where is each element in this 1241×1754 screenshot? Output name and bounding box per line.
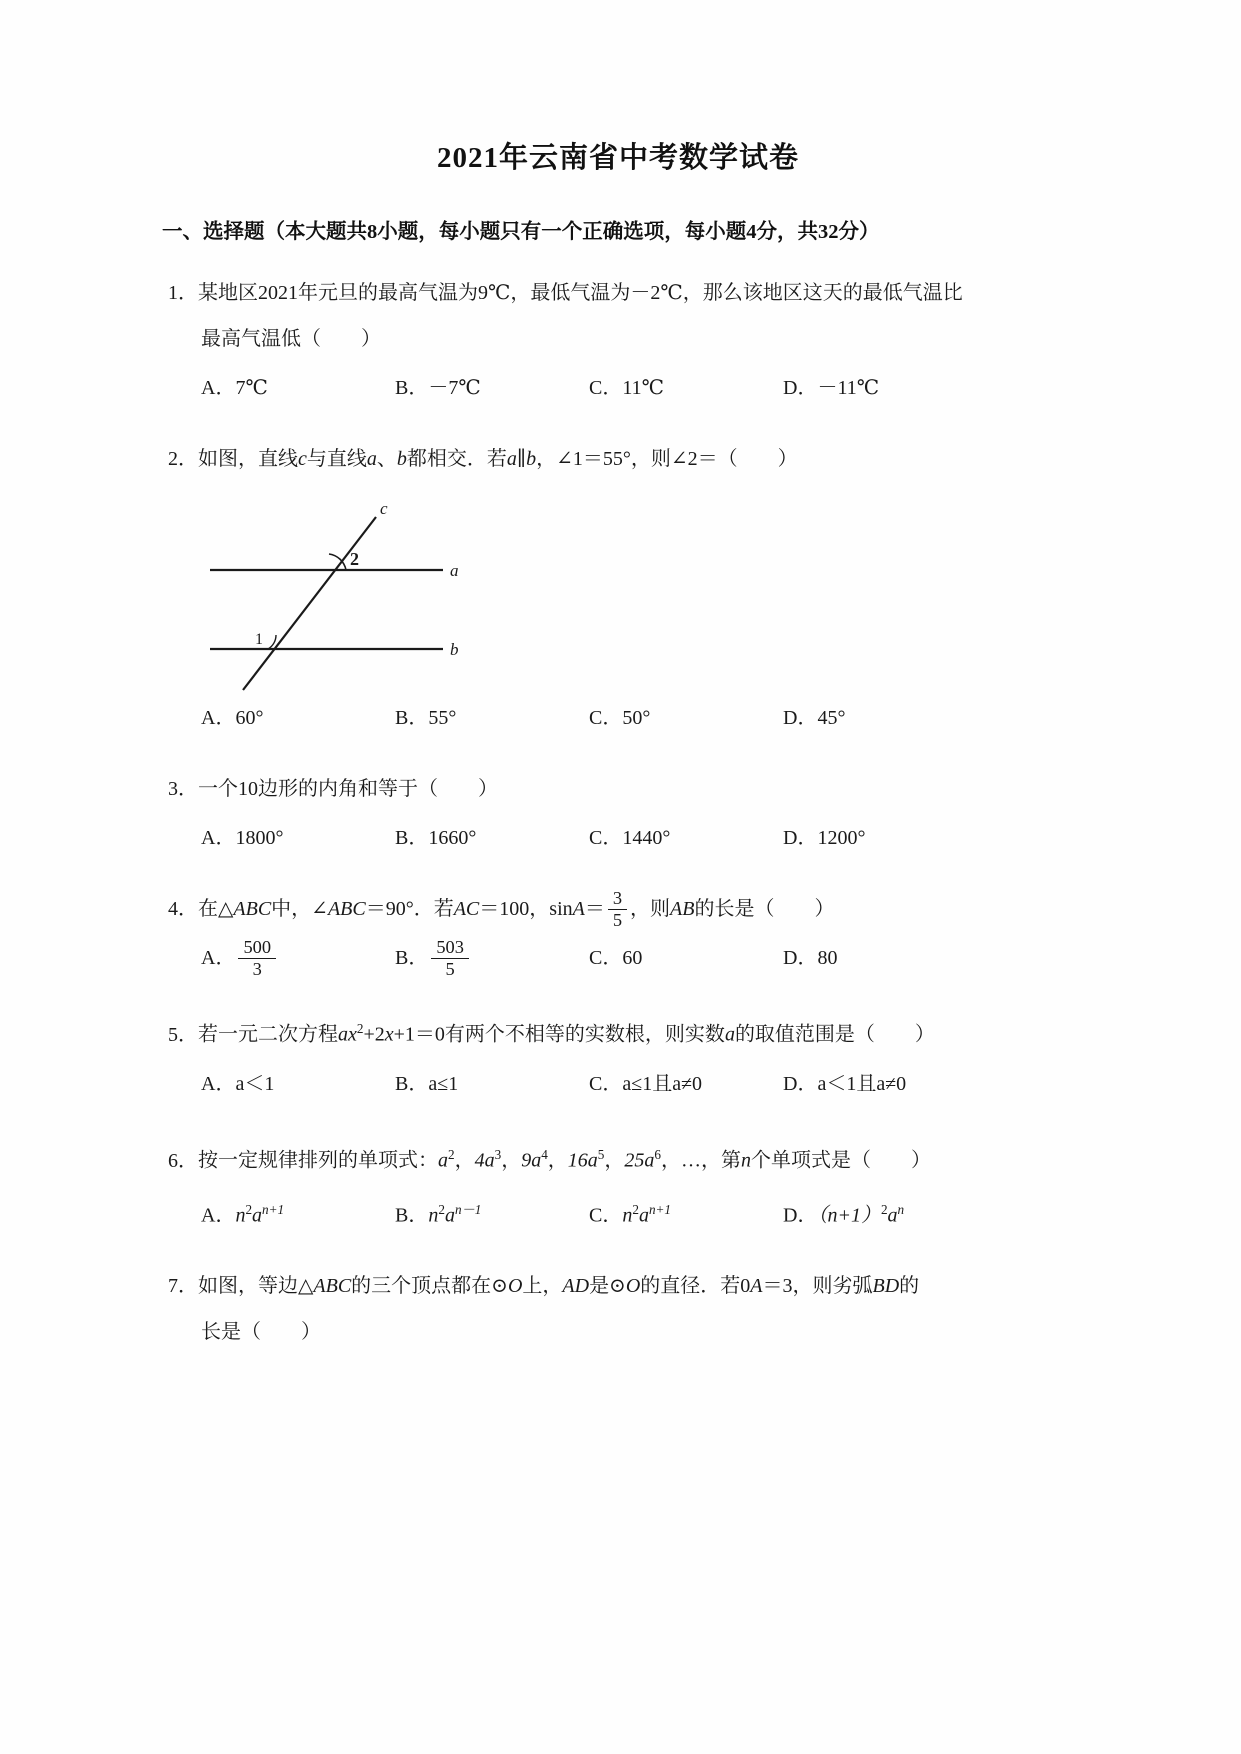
label-c: c <box>380 499 388 518</box>
option-a-fraction <box>238 938 276 980</box>
option-d[interactable]: D．1200° <box>783 827 866 849</box>
q5-t1: 若一元二次方程 <box>198 1023 338 1046</box>
option-b-numerator: 503 <box>431 938 469 959</box>
q5-var-a: a <box>338 1023 348 1046</box>
q5-var-x2: x <box>384 1023 394 1046</box>
q4-var-ac: AC <box>453 898 480 920</box>
q5-var-a2: a <box>724 1023 735 1046</box>
q2-t4: 都相交．若 <box>406 448 507 470</box>
option-d-sup-2: n <box>897 1201 905 1217</box>
question-1-text <box>168 270 1068 316</box>
question-7 <box>168 1263 1068 1355</box>
q4-frac-numerator: 3 <box>608 889 627 910</box>
option-c[interactable]: C．a≤1且a≠0 <box>589 1072 703 1095</box>
option-d-paren: （n+1） <box>817 1204 881 1227</box>
option-a-numerator: 500 <box>238 938 276 959</box>
question-3-line1: 一个10边形的内角和等于（ ） <box>198 778 498 800</box>
question-2-figure <box>198 492 498 692</box>
question-4 <box>168 886 1068 980</box>
q6-term-2: 4a <box>474 1149 495 1172</box>
option-d-sup-1: 2 <box>880 1201 888 1217</box>
option-a-sup-2: n+1 <box>262 1201 285 1217</box>
q6-t1: 按一定规律排列的单项式： <box>198 1149 438 1172</box>
q6-term-5-sup: 6 <box>654 1146 661 1162</box>
question-3-number: 3． <box>168 778 198 800</box>
q7-t5: 的直径．若0 <box>640 1275 751 1298</box>
q4-var-abc: ABC <box>233 898 272 920</box>
option-b[interactable]: B．1660° <box>395 827 477 849</box>
option-b-label: B． <box>395 1204 429 1227</box>
question-7-text <box>168 1263 1068 1309</box>
option-b-sup-1: 2 <box>438 1201 445 1217</box>
option-d[interactable]: D．80 <box>783 947 838 969</box>
option-b-fraction <box>431 938 469 980</box>
q4-t6: ，则 <box>630 898 671 920</box>
q5-t2: +2 <box>363 1023 385 1046</box>
option-b[interactable]: B．55° <box>395 707 457 729</box>
section-header: 一、选择题（本大题共8小题，每小题只有一个正确选项，每小题4分，共32分） <box>162 221 880 243</box>
option-b[interactable]: B．a≤1 <box>395 1072 459 1095</box>
page-content <box>162 0 1068 1355</box>
question-6-number: 6． <box>168 1149 198 1172</box>
q6-t3: 个单项式是（ ） <box>750 1149 931 1172</box>
option-c[interactable]: C．50° <box>589 707 651 729</box>
q7-var-bd: BD <box>872 1275 900 1298</box>
label-b: b <box>450 640 459 659</box>
parallel-lines-diagram <box>198 492 498 692</box>
option-a-base-a: a <box>252 1204 263 1227</box>
question-2 <box>168 436 1068 740</box>
option-a[interactable]: A．7℃ <box>201 377 268 399</box>
q7-t7: 的 <box>899 1275 920 1298</box>
option-a[interactable]: A．60° <box>201 707 264 729</box>
option-c[interactable] <box>589 1188 783 1238</box>
option-b[interactable] <box>395 936 589 980</box>
q6-term-1-sup: 2 <box>448 1146 455 1162</box>
question-1-options <box>201 366 1068 410</box>
question-6-text: 6．按一定规律排列的单项式：$a^2$，$4a^3$，$9a^4$，$16a^5$，$25a^6$，…，第n个单项式是（ ） <box>168 1132 1068 1184</box>
q2-t2: 与直线 <box>306 448 367 470</box>
option-d[interactable]: D．－11℃ <box>783 377 880 399</box>
q7-t6: ＝3，则劣弧 <box>762 1275 873 1298</box>
q5-var-x: x <box>348 1023 357 1046</box>
option-b[interactable] <box>395 1188 589 1238</box>
q7-t3: 上， <box>522 1275 563 1298</box>
option-d-label: D． <box>783 1204 818 1227</box>
option-b-base-n: n <box>428 1204 439 1227</box>
q7-t1: 如图，等边△ <box>198 1275 314 1298</box>
option-b-base-a: a <box>444 1204 455 1227</box>
option-c-label: C． <box>589 1204 623 1227</box>
q6-term-3: 9a <box>521 1149 542 1172</box>
question-4-options <box>201 936 1068 980</box>
q7-var-a: A <box>750 1275 763 1298</box>
q2-t3: 、 <box>376 448 397 470</box>
option-d[interactable]: D．a＜1且a≠0 <box>783 1072 907 1095</box>
q6-t2: ，…，第 <box>660 1149 741 1172</box>
question-4-text <box>168 886 1068 932</box>
q5-sup-2: 2 <box>356 1021 364 1037</box>
option-c-sup-1: 2 <box>632 1201 639 1217</box>
option-a-label: A． <box>201 1204 236 1227</box>
question-1-line1: 某地区2021年元旦的最高气温为9℃，最低气温为－2℃，那么该地区这天的最低气温比 <box>198 282 963 304</box>
q4-t4: ＝100，sin <box>479 898 573 920</box>
question-3 <box>168 766 1068 860</box>
angle-2-label: 2 <box>350 549 359 569</box>
q7-var-ad: AD <box>562 1275 590 1298</box>
option-c[interactable]: C．1440° <box>589 827 671 849</box>
option-d-base-a: a <box>887 1204 898 1227</box>
question-1 <box>168 270 1068 410</box>
question-5-options <box>201 1062 1068 1106</box>
q2-var-a2: a <box>506 448 517 470</box>
q2-t5: ，∠1＝55°，则∠2＝（ ） <box>536 448 798 470</box>
q7-var-abc: ABC <box>313 1275 352 1298</box>
question-5-text <box>168 1006 1068 1058</box>
angle-1-label: 1 <box>255 631 263 648</box>
option-d[interactable]: D．45° <box>783 707 846 729</box>
q5-t4: 的取值范围是（ ） <box>734 1023 935 1046</box>
q5-t3: +1＝0有两个不相等的实数根，则实数 <box>393 1023 725 1046</box>
option-a[interactable] <box>201 1188 395 1238</box>
q4-t3: ＝90°．若 <box>365 898 454 920</box>
option-a[interactable]: A．a＜1 <box>201 1072 275 1095</box>
option-a-denominator: 3 <box>252 958 262 979</box>
q6-term-2-sup: 3 <box>494 1146 502 1162</box>
q6-term-3-sup: 4 <box>541 1146 548 1162</box>
option-c[interactable]: C．60 <box>589 947 643 969</box>
q7-var-o2: O <box>625 1275 641 1298</box>
option-a[interactable]: A．1800° <box>201 827 284 849</box>
q6-term-5: 25a <box>624 1149 655 1172</box>
q4-var-abc2: ABC <box>327 898 366 920</box>
question-2-text <box>168 436 1068 482</box>
option-a-label: A． <box>201 947 236 969</box>
q6-term-4-sup: 5 <box>597 1146 605 1162</box>
question-1-line2: 最高气温低（ ） <box>201 328 381 350</box>
question-4-number: 4． <box>168 898 198 920</box>
question-3-options <box>201 816 1068 860</box>
q6-term-4: 16a <box>567 1149 598 1172</box>
page-title: 2021年云南省中考数学试卷 <box>436 142 799 174</box>
q2-var-c: c <box>298 448 307 470</box>
q7-t2: 的三个顶点都在⊙ <box>351 1275 508 1298</box>
question-2-number: 2． <box>168 448 198 470</box>
q2-var-b: b <box>396 448 407 470</box>
option-b[interactable]: B．－7℃ <box>395 377 481 399</box>
option-c[interactable]: C．11℃ <box>589 377 664 399</box>
question-1-number: 1． <box>168 282 198 304</box>
q4-fraction <box>608 889 627 931</box>
q7-var-o: O <box>507 1275 523 1298</box>
q2-parallel: ∥ <box>516 448 527 470</box>
option-b-denominator: 5 <box>445 958 455 979</box>
option-c-sup-2: n+1 <box>648 1201 672 1217</box>
q2-var-a: a <box>366 448 377 470</box>
option-c-base-n: n <box>622 1204 633 1227</box>
option-b-sup-2: n－1 <box>454 1201 482 1217</box>
q4-frac-denominator: 5 <box>612 909 623 930</box>
q4-t5: ＝ <box>584 898 605 920</box>
option-a-base-n: n <box>235 1204 246 1227</box>
question-5 <box>168 1006 1068 1106</box>
question-7-line2: 长是（ ） <box>201 1321 321 1344</box>
option-a-sup-1: 2 <box>245 1201 253 1217</box>
question-3-text <box>168 766 1068 812</box>
question-5-number: 5． <box>168 1023 198 1046</box>
q2-var-b2: b <box>526 448 537 470</box>
label-a: a <box>450 561 459 580</box>
line-c <box>243 517 376 690</box>
q6-var-n: n <box>740 1149 751 1172</box>
question-6 <box>168 1132 1068 1237</box>
q4-t1: 在△ <box>198 898 234 920</box>
question-2-options <box>201 696 1068 740</box>
option-c-base-a: a <box>638 1204 649 1227</box>
q2-t1: 如图，直线 <box>198 448 298 470</box>
q4-var-ab: AB <box>670 898 695 920</box>
option-a[interactable] <box>201 936 395 980</box>
q6-term-1: a <box>438 1149 448 1172</box>
question-7-number: 7． <box>168 1275 198 1298</box>
q7-t4: 是⊙ <box>589 1275 626 1298</box>
q4-t2: 中，∠ <box>271 898 328 920</box>
option-b-label: B． <box>395 947 429 969</box>
option-d[interactable] <box>783 1188 993 1238</box>
q4-var-a: A <box>572 898 585 920</box>
question-6-options <box>201 1188 1068 1238</box>
q4-t7: 的长是（ ） <box>694 898 835 920</box>
